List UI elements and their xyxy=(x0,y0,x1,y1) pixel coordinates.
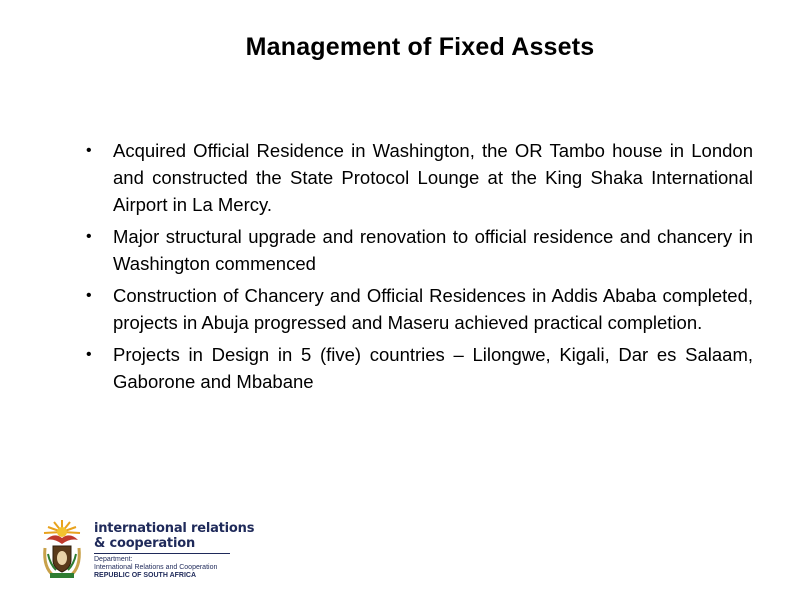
logo-divider xyxy=(94,553,230,554)
bullet-marker: • xyxy=(86,142,92,159)
bullet-text: Projects in Design in 5 (five) countries – Lilongwe, Kigali, Dar es Salaam, Gaborone and Mbabane xyxy=(113,344,753,392)
bullet-marker: • xyxy=(86,287,92,304)
logo-org-name: & cooperation xyxy=(94,536,195,551)
logo-org-name: international relations xyxy=(94,521,255,536)
logo-country: REPUBLIC OF SOUTH AFRICA xyxy=(94,572,197,579)
logo-dept-name: International Relations and Cooperation xyxy=(94,564,218,571)
bullet-text: Major structural upgrade and renovation to official residence and chancery in Washington commenced xyxy=(113,226,753,274)
bullet-marker: • xyxy=(86,228,92,245)
logo-dept-label: Department: xyxy=(94,556,133,563)
bullet-item xyxy=(82,223,753,277)
bullet-list xyxy=(82,137,753,400)
bullet-text: Construction of Chancery and Official Residences in Addis Ababa completed, projects in Abuja progressed and Maseru achieved practical completion. xyxy=(113,285,753,333)
coat-of-arms-icon xyxy=(40,518,84,580)
bullet-marker: • xyxy=(86,346,92,363)
bullet-item xyxy=(82,282,753,336)
bullet-item xyxy=(82,137,753,218)
dirco-logo xyxy=(40,518,255,582)
bullet-item xyxy=(82,341,753,395)
bullet-text: Acquired Official Residence in Washington, the OR Tambo house in London and constructed the State Protocol Lounge at the King Shaka International Airport in La Mercy. xyxy=(113,140,753,215)
slide-title: Management of Fixed Assets xyxy=(245,33,595,61)
